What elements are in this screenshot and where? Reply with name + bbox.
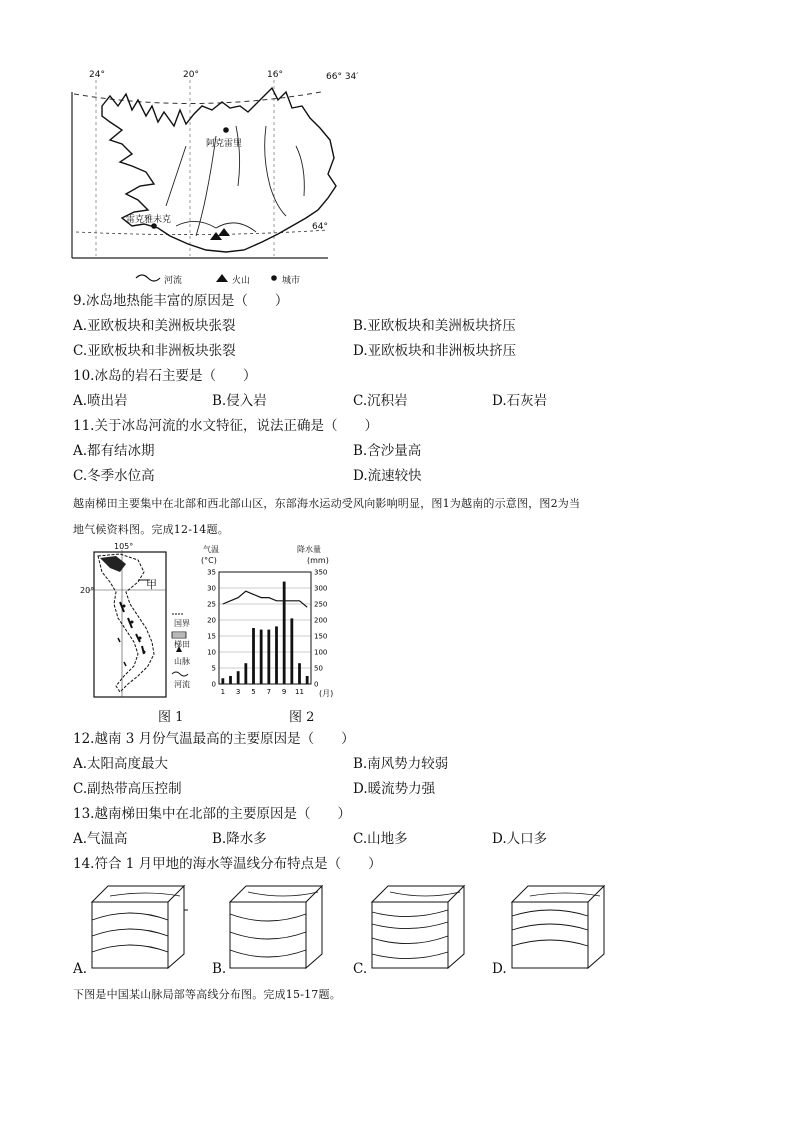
intro-12-14-line1: 越南梯田主要集中在北部和西北部山区，东部海水运动受风向影响明显，图1为越南的示意图，图2为当: [73, 497, 581, 510]
left-tick-label: 35: [207, 568, 216, 577]
right-tick-label: 300: [314, 584, 328, 593]
precip-bar: [298, 663, 301, 684]
q11-stem: 11.关于冰岛河流的水文特征，说法正确是（ ）: [73, 418, 378, 434]
q14-option-b-figure: [226, 880, 326, 972]
fig2-right-unit: (mm): [307, 556, 329, 565]
q12-option-b: B.南风势力较弱: [353, 756, 449, 772]
left-tick-label: 20: [207, 616, 216, 625]
plot-frame: [219, 572, 311, 684]
left-tick-label: 25: [207, 600, 216, 609]
fig1-lon-label: 105°: [114, 542, 134, 551]
fig1-legend-mountain: 山脉: [174, 657, 190, 666]
q13-option-d: D.人口多: [492, 831, 548, 847]
q14-option-a-figure: [88, 880, 188, 972]
q9-option-c: C.亚欧板块和非洲板块张裂: [73, 343, 236, 359]
q11-option-c: C.冬季水位高: [73, 468, 155, 484]
fig1-place-jia: 甲: [146, 578, 157, 591]
q12-option-a: A.太阳高度最大: [73, 756, 169, 772]
fig1-legend-terrace: 梯田: [174, 640, 190, 649]
intro-15-17: 下图是中国某山脉局部等高线分布图。完成15-17题。: [73, 988, 341, 1001]
right-tick-label: 350: [314, 568, 328, 577]
climate-chart-svg: [195, 542, 345, 702]
x-tick-label: 3: [235, 688, 241, 696]
q12-stem: 12.越南 3 月份气温最高的主要原因是（ ）: [73, 731, 355, 747]
fig2-caption: 图 2: [289, 710, 315, 725]
volcano-legend-icon: [216, 274, 228, 282]
right-tick-label: 100: [314, 648, 328, 657]
city-legend-icon: [271, 275, 277, 281]
right-tick-label: 250: [314, 600, 328, 609]
figure-1-vietnam-map: [80, 542, 205, 725]
precip-bar: [306, 676, 309, 684]
iceland-outline: [102, 88, 336, 252]
precip-bar: [283, 582, 286, 684]
q10-option-d: D.石灰岩: [492, 393, 548, 409]
x-tick-label: 11: [295, 688, 304, 696]
q14-option-a: A.: [73, 961, 88, 977]
q14-option-d: D.: [492, 961, 507, 977]
fig1-legend-river: 河流: [174, 680, 190, 689]
fig1-caption: 图 1: [158, 710, 184, 725]
precip-bar: [229, 676, 232, 684]
q9-option-b: B.亚欧板块和美洲板块挤压: [353, 318, 516, 334]
q11-option-a: A.都有结冰期: [73, 443, 155, 459]
iceland-map: [66, 66, 366, 288]
q14-stem: 14.符合 1 月甲地的海水等温线分布特点是（ ）: [73, 856, 382, 872]
city-akureyri-dot: [223, 127, 229, 133]
left-tick-label: 30: [207, 584, 216, 593]
q14-option-d-figure: [508, 880, 608, 972]
left-tick-label: 10: [207, 648, 216, 657]
precip-bar: [267, 630, 270, 684]
river-legend-icon: [136, 275, 160, 281]
legend-river-label: 河流: [164, 276, 183, 286]
q14-option-c-figure: [368, 880, 468, 972]
q14-option-b: B.: [212, 961, 227, 977]
left-tick-label: 5: [211, 664, 216, 673]
right-tick-label: 200: [314, 616, 328, 625]
q10-option-c: C.沉积岩: [353, 393, 408, 409]
q9-option-d: D.亚欧板块和非洲板块挤压: [353, 343, 517, 359]
city-label-akureyri: 阿克雷里: [206, 139, 243, 149]
precip-bar: [290, 618, 293, 684]
q13-stem: 13.越南梯田集中在北部的主要原因是（ ）: [73, 806, 351, 822]
fig2-left-unit: (°C): [201, 556, 217, 565]
x-tick-label: 7: [266, 688, 272, 696]
lon-label-24: 24°: [89, 70, 105, 80]
lat-label-64: 64°: [312, 222, 328, 232]
q10-stem: 10.冰岛的岩石主要是（ ）: [73, 368, 257, 384]
q13-option-a: A.气温高: [73, 831, 128, 847]
q10-option-a: A.喷出岩: [73, 393, 128, 409]
lon-label-20: 20°: [183, 70, 199, 80]
fig2-right-title: 降水量: [297, 545, 321, 554]
x-tick-label: 5: [251, 688, 256, 696]
fig2-left-title: 气温: [203, 545, 219, 554]
q12-option-c: C.副热带高压控制: [73, 781, 182, 797]
city-label-reykjavik: 雷克雅未克: [126, 215, 172, 225]
precip-bar: [221, 678, 224, 684]
precip-bar: [244, 663, 247, 684]
x-tick-label: 9: [281, 688, 287, 696]
fig2-month-label: (月): [319, 689, 334, 698]
precip-bar: [252, 628, 255, 684]
left-tick-label: 15: [207, 632, 216, 641]
legend-city-label: 城市: [282, 276, 301, 286]
lat-label-arctic: 66° 34′: [326, 72, 359, 82]
x-tick-label: 1: [220, 688, 226, 696]
q13-option-b: B.降水多: [212, 831, 267, 847]
lon-label-16: 16°: [267, 70, 283, 80]
fig1-lat-label: 20°: [80, 586, 95, 595]
figure-2-climate-chart: [195, 542, 345, 725]
q12-option-d: D.暖流势力强: [353, 781, 436, 797]
fig1-legend-border: 国界: [174, 619, 190, 628]
iceland-map-svg: [66, 66, 366, 288]
q11-option-d: D.流速较快: [353, 468, 422, 484]
precip-bar: [260, 630, 263, 684]
left-tick-label: 0: [211, 680, 216, 689]
volcano-icon: [218, 228, 230, 236]
q9-option-a: A.亚欧板块和美洲板块张裂: [73, 318, 236, 334]
vietnam-outline: [98, 554, 154, 692]
q11-option-b: B.含沙量高: [353, 443, 422, 459]
temperature-line: [223, 591, 307, 607]
right-tick-label: 150: [314, 632, 328, 641]
intro-12-14-line2: 地气候资料图。完成12-14题。: [73, 523, 229, 536]
q9-stem: 9.冰岛地热能丰富的原因是（ ）: [73, 293, 289, 309]
legend-volcano-label: 火山: [232, 276, 251, 286]
precip-bar: [275, 626, 278, 684]
q10-option-b: B.侵入岩: [212, 393, 267, 409]
precip-bar: [237, 671, 240, 684]
right-tick-label: 0: [314, 680, 319, 689]
right-tick-label: 50: [314, 664, 323, 673]
q14-option-c: C.: [353, 961, 368, 977]
q13-option-c: C.山地多: [353, 831, 408, 847]
